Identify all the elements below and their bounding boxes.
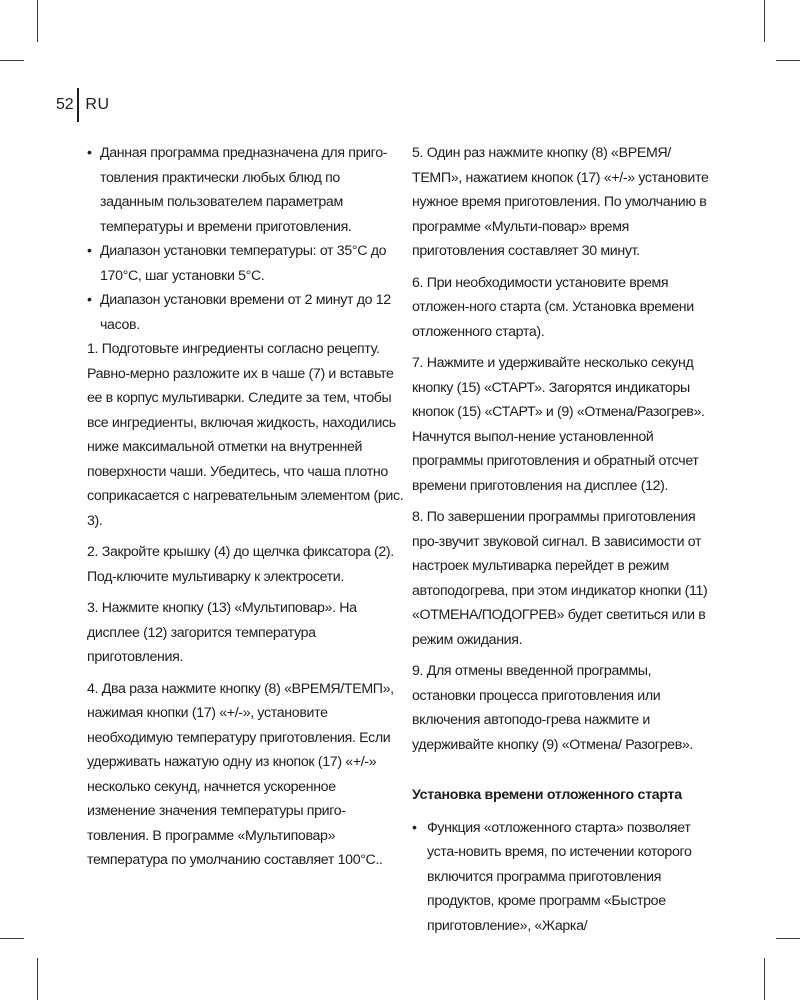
- right-column: [412, 141, 716, 938]
- crop-mark: [776, 60, 800, 61]
- crop-mark: [0, 938, 24, 939]
- section-title: Установка времени отложенного старта: [412, 787, 682, 803]
- crop-mark: [764, 0, 765, 42]
- instruction-step: 2. Закройте крышку (4) до щелчка фиксатора (2). Под-ключите мультиварку к электросети.: [87, 544, 394, 585]
- crop-mark: [776, 938, 800, 939]
- instruction-step: 5. Один раз нажмите кнопку (8) «ВРЕМЯ/ТЕМП», нажатием кнопок (17) «+/-» установите нужное время приготовления. По умолчанию в программе «Мульти-повар» время приготовления составляет 30 минут.: [412, 145, 709, 259]
- bullet-item: • Диапазон установки температуры: от 35°С до 170°С, шаг установки 5°С.: [87, 239, 405, 288]
- page-number: 52: [56, 96, 74, 113]
- instruction-step: 3. Нажмите кнопку (13) «Мультиповар». На дисплее (12) загорится температура приготовления.: [87, 600, 357, 665]
- header-divider: [77, 88, 79, 122]
- instruction-step: 1. Подготовьте ингредиенты согласно рецепту. Равно-мерно разложите их в чаше (7) и вставьте ее в корпус мультиварки. Следите за тем, чтобы все ингредиенты, включая жидкость, находились ниже максимальной отметки на внутренней поверхности чаши. Убедитесь, что чаша плотно соприкасается с нагревательным элементом (рис. 3).: [87, 341, 404, 529]
- crop-mark: [37, 0, 38, 42]
- bullet-list: [412, 816, 716, 939]
- bullet-item: • Данная программа предназначена для приго-товления практически любых блюд по заданным пользователем параметрам температуры и времени приготовления.: [87, 141, 405, 239]
- instruction-step: 9. Для отмены введенной программы, остановки процесса приготовления или включения автоподо-грева нажмите и удерживайте кнопку (9) «Отмена/ Разогрев».: [412, 663, 694, 753]
- instruction-step: 7. Нажмите и удерживайте несколько секунд кнопку (15) «СТАРТ». Загорятся индикаторы кнопок (15) «СТАРТ» и (9) «Отмена/Разогрев». Начнутся выпол-нение установленной программы приготовления и обратный отсчет времени приготовления на дисплее (12).: [412, 355, 705, 494]
- instruction-step: 4. Два раза нажмите кнопку (8) «ВРЕМЯ/ТЕМП», нажимая кнопки (17) «+/-», установите необходимую температуру приготовления. Если удерживать нажатую одну из кнопок (17) «+/-» несколько секунд, начнется ускоренное изменение значения температуры приго-товления. В программе «Мультиповар» температура по умолчанию составляет 100°С..: [87, 680, 394, 868]
- instruction-step: 6. При необходимости установите время отложен-ного старта (см. Установка времени отложенного старта).: [412, 274, 694, 340]
- language-label: RU: [85, 96, 110, 113]
- left-column: [87, 141, 405, 880]
- crop-mark: [0, 60, 24, 61]
- instruction-step: 8. По завершении программы приготовления про-звучит звуковой сигнал. В зависимости от настроек мультиварка перейдет в режим автоподогрева, при этом индикатор кнопки (11) «ОТМЕНА/ПОДОГРЕВ» будет светиться или в режим ожидания.: [412, 509, 708, 648]
- bullet-list: [87, 141, 405, 337]
- page-header: [56, 88, 110, 122]
- crop-mark: [764, 958, 765, 1000]
- crop-mark: [37, 958, 38, 1000]
- bullet-item: • Диапазон установки времени от 2 минут до 12 часов.: [87, 288, 405, 337]
- bullet-item: • Функция «отложенного старта» позволяет уста-новить время, по истечении которого включится программа приготовления продуктов, кроме программ «Быстрое приготовление», «Жарка/: [412, 816, 716, 939]
